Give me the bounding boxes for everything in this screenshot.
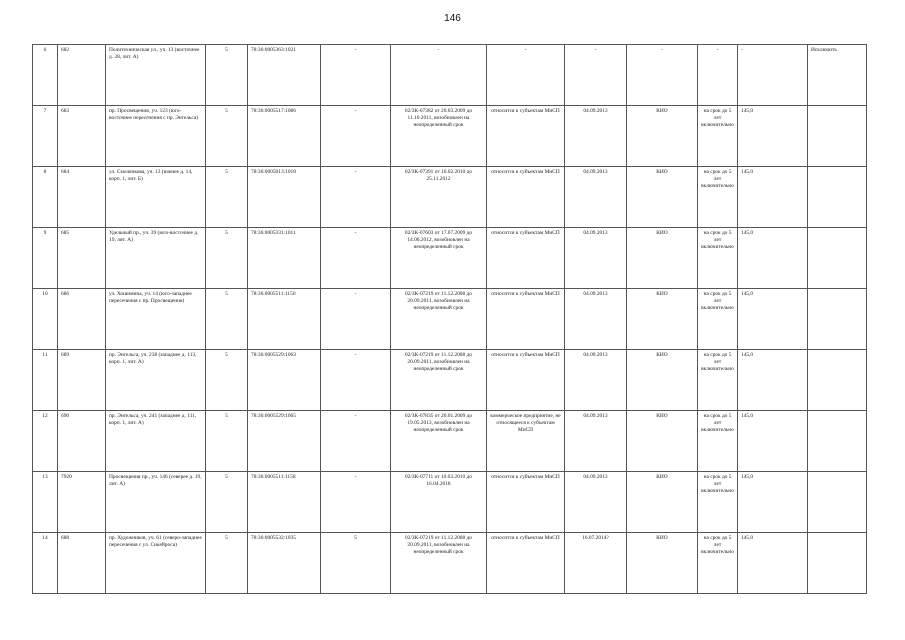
tenant-category: относится к субъектам МиСП	[487, 350, 565, 411]
contract-info: 02/ЗК-07711 от 10.03.2010 до 16.04.2018	[391, 472, 487, 533]
tenant-category: относится к субъектам МиСП	[487, 533, 565, 594]
rate-value: 145,0	[738, 533, 808, 594]
cadastral-number: 78:36:0005363:1021	[248, 45, 321, 106]
authority: КИО	[627, 228, 698, 289]
row-number: 10	[33, 289, 58, 350]
decision-date: 04.09.2013	[565, 228, 627, 289]
rate-value: 145,0	[738, 167, 808, 228]
address: пр. Энгельса, уч. 241 (западнее д. 111, корп. 1, лит. А)	[106, 411, 206, 472]
address: пр. Просвещения, уч. 123 (юго-восточнее пересечения с пр. Энгельса)	[106, 106, 206, 167]
area-value: 5	[206, 167, 248, 228]
area-value: 5	[206, 228, 248, 289]
cadastral-number: 78:36:0005529:1063	[248, 350, 321, 411]
lease-term: -	[698, 45, 738, 106]
lease-term: на срок до 5 лет включительно	[698, 106, 738, 167]
area-value: 5	[206, 289, 248, 350]
address: Удельный пр., уч. 39 (юго-восточнее д. 19, лит. А)	[106, 228, 206, 289]
note	[808, 411, 867, 472]
contract-info: 02/ЗК-07835 от 20.01.2009 до 19.05.2013, возобновлен на неопределенный срок	[391, 411, 487, 472]
table-row	[33, 533, 867, 594]
empty-value: -	[321, 411, 391, 472]
decision-date: 04.09.2013	[565, 167, 627, 228]
table-row	[33, 106, 867, 167]
object-id: 689	[58, 350, 106, 411]
cadastral-number: 78:36:0005511:1158	[248, 472, 321, 533]
decision-date: -	[565, 45, 627, 106]
empty-value: -	[321, 106, 391, 167]
authority: КИО	[627, 350, 698, 411]
tenant-category: относится к субъектам МиСП	[487, 289, 565, 350]
address: ул. Смолячкова, уч. 13 (южнее д. 14, корп. 1, лит. Б)	[106, 167, 206, 228]
table-row	[33, 45, 867, 106]
rate-value: 145,0	[738, 411, 808, 472]
row-number: 6	[33, 45, 58, 106]
rate-value: -	[738, 45, 808, 106]
empty-value: -	[321, 350, 391, 411]
tenant-category: относится к субъектам МиСП	[487, 472, 565, 533]
contract-info: 02/ЗК-07219 от 11.12.2008 до 20.09.2011, возобновлен на неопределенный срок	[391, 533, 487, 594]
lease-term: на срок до 5 лет включительно	[698, 289, 738, 350]
decision-date: 04.09.2013	[565, 411, 627, 472]
registry-table	[32, 44, 867, 594]
row-number: 13	[33, 472, 58, 533]
contract-info: 02/ЗК-07603 от 17.07.2009 до 14.06.2012, возобновлен на неопределенный срок	[391, 228, 487, 289]
note	[808, 167, 867, 228]
object-id: 686	[58, 289, 106, 350]
cadastral-number: 78:36:0005331:1011	[248, 228, 321, 289]
object-id: 685	[58, 228, 106, 289]
empty-value: -	[321, 45, 391, 106]
lease-term: на срок до 5 лет включительно	[698, 167, 738, 228]
table-row	[33, 350, 867, 411]
page-number: 146	[444, 13, 461, 24]
decision-date: 04.09.2013	[565, 472, 627, 533]
empty-value: 5	[321, 533, 391, 594]
tenant-category: относится к субъектам МиСП	[487, 167, 565, 228]
authority: КИО	[627, 533, 698, 594]
tenant-category: -	[487, 45, 565, 106]
authority: КИО	[627, 289, 698, 350]
note	[808, 350, 867, 411]
area-value: 5	[206, 106, 248, 167]
empty-value: -	[321, 289, 391, 350]
lease-term: на срок до 5 лет включительно	[698, 350, 738, 411]
address: пр. Художников, уч. 61 (северо-западнее пересечения с ул. Сикейроса)	[106, 533, 206, 594]
authority: КИО	[627, 472, 698, 533]
lease-term: на срок до 5 лет включительно	[698, 228, 738, 289]
row-number: 14	[33, 533, 58, 594]
object-id: 682	[58, 45, 106, 106]
note	[808, 228, 867, 289]
decision-date: 04.09.2013	[565, 106, 627, 167]
address: Политехническая ул., уч. 13 (восточнее д. 28, лит. А)	[106, 45, 206, 106]
cadastral-number: 78:36:0005532:1035	[248, 533, 321, 594]
row-number: 12	[33, 411, 58, 472]
cadastral-number: 78:36:0005529:1065	[248, 411, 321, 472]
note	[808, 472, 867, 533]
empty-value: -	[321, 228, 391, 289]
note	[808, 106, 867, 167]
contract-info: 02/ЗК-07219 от 11.12.2008 до 20.09.2011, возобновлен на неопределенный срок	[391, 289, 487, 350]
object-id: 683	[58, 106, 106, 167]
area-value: 5	[206, 45, 248, 106]
authority: КИО	[627, 167, 698, 228]
contract-info: -	[391, 45, 487, 106]
contract-info: 02/ЗК-07391 от 16.02.2010 до 25.11.2012	[391, 167, 487, 228]
tenant-category: коммерческое предприятие, не относящееся к субъектам МиСП	[487, 411, 565, 472]
object-id: 690	[58, 411, 106, 472]
table-row	[33, 411, 867, 472]
contract-info: 02/ЗК-07219 от 11.12.2008 до 20.09.2011, возобновлен на неопределенный срок	[391, 350, 487, 411]
authority: -	[627, 45, 698, 106]
rate-value: 145,0	[738, 106, 808, 167]
area-value: 5	[206, 411, 248, 472]
rate-value: 145,0	[738, 472, 808, 533]
area-value: 5	[206, 350, 248, 411]
address: Просвещения пр., уч. 146 (северее д. 19, лит. А)	[106, 472, 206, 533]
area-value: 5	[206, 472, 248, 533]
area-value: 5	[206, 533, 248, 594]
rate-value: 145,0	[738, 289, 808, 350]
decision-date: 04.09.2013	[565, 350, 627, 411]
row-number: 7	[33, 106, 58, 167]
empty-value: -	[321, 472, 391, 533]
note: Исключить	[808, 45, 867, 106]
contract-info: 02/ЗК-07382 от 20.03.2009 до 11.10.2011, возобновлен на неопределенный срок	[391, 106, 487, 167]
cadastral-number: 78:36:0005517:1086	[248, 106, 321, 167]
address: пр. Энгельса, уч. 238 (западнее д. 113, корп. 1, лит. А)	[106, 350, 206, 411]
decision-date: 04.09.2013	[565, 289, 627, 350]
lease-term: на срок до 5 лет включительно	[698, 411, 738, 472]
lease-term: на срок до 5 лет включительно	[698, 472, 738, 533]
object-id: 688	[58, 533, 106, 594]
address: ул. Хошимина, уч. 14 (юго-западнее пересечения с пр. Просвещения)	[106, 289, 206, 350]
tenant-category: относится к субъектам МиСП	[487, 228, 565, 289]
decision-date: 16.07.2014?	[565, 533, 627, 594]
table-row	[33, 167, 867, 228]
table-row	[33, 228, 867, 289]
cadastral-number: 78:36:0005511:1150	[248, 289, 321, 350]
object-id: 7920	[58, 472, 106, 533]
row-number: 8	[33, 167, 58, 228]
row-number: 11	[33, 350, 58, 411]
table-row	[33, 289, 867, 350]
object-id: 684	[58, 167, 106, 228]
note	[808, 289, 867, 350]
cadastral-number: 78:36:0005013:1018	[248, 167, 321, 228]
note	[808, 533, 867, 594]
authority: КИО	[627, 106, 698, 167]
table-row	[33, 472, 867, 533]
rate-value: 145,0	[738, 350, 808, 411]
lease-term: на срок до 5 лет включительно	[698, 533, 738, 594]
authority: КИО	[627, 411, 698, 472]
rate-value: 145,0	[738, 228, 808, 289]
row-number: 9	[33, 228, 58, 289]
tenant-category: относится к субъектам МиСП	[487, 106, 565, 167]
empty-value: -	[321, 167, 391, 228]
